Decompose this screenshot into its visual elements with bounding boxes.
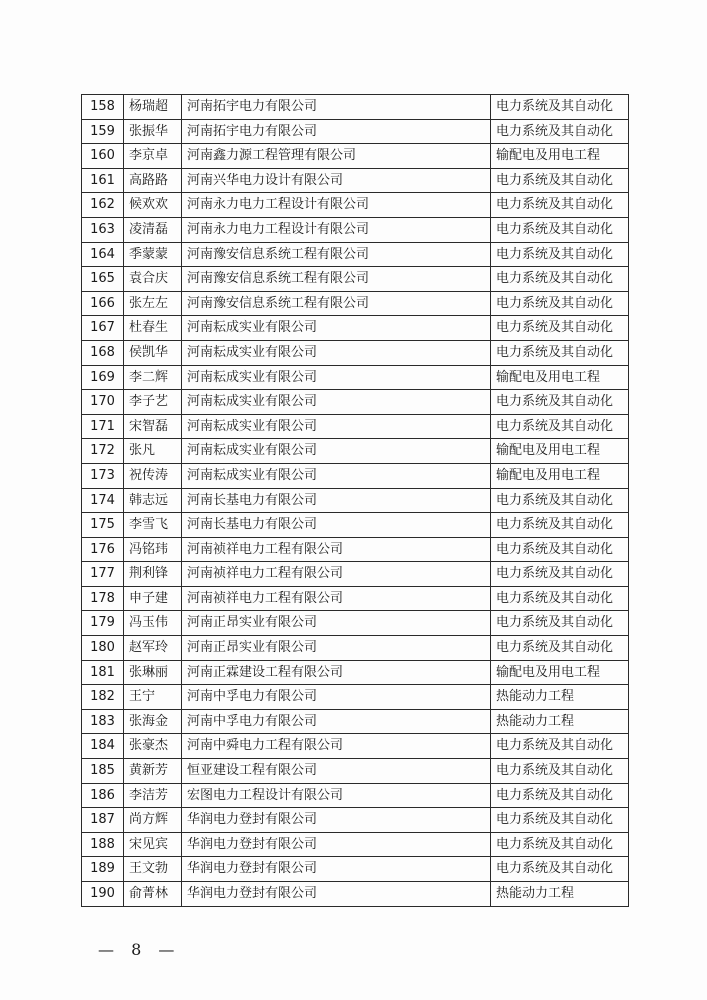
specialty-cell: 电力系统及其自动化	[491, 488, 629, 513]
row-number-cell: 184	[82, 734, 124, 759]
table-row	[82, 267, 629, 292]
table-row	[82, 759, 629, 784]
table-row	[82, 242, 629, 267]
organization-cell: 河南祯祥电力工程有限公司	[182, 586, 491, 611]
specialty-cell: 电力系统及其自动化	[491, 217, 629, 242]
person-name-cell: 李京卓	[124, 144, 182, 169]
table-row	[82, 734, 629, 759]
organization-cell: 河南祯祥电力工程有限公司	[182, 537, 491, 562]
specialty-cell: 输配电及用电工程	[491, 463, 629, 488]
table-row	[82, 513, 629, 538]
table-row	[82, 340, 629, 365]
specialty-cell: 输配电及用电工程	[491, 365, 629, 390]
person-name-cell: 冯玉伟	[124, 611, 182, 636]
row-number-cell: 190	[82, 882, 124, 907]
table-row	[82, 193, 629, 218]
specialty-cell: 电力系统及其自动化	[491, 562, 629, 587]
person-name-cell: 李洁芳	[124, 783, 182, 808]
personnel-table	[81, 94, 629, 907]
organization-cell: 华润电力登封有限公司	[182, 857, 491, 882]
table-row	[82, 119, 629, 144]
row-number-cell: 172	[82, 439, 124, 464]
row-number-cell: 175	[82, 513, 124, 538]
specialty-cell: 电力系统及其自动化	[491, 267, 629, 292]
specialty-cell: 电力系统及其自动化	[491, 857, 629, 882]
person-name-cell: 张振华	[124, 119, 182, 144]
row-number-cell: 162	[82, 193, 124, 218]
row-number-cell: 180	[82, 636, 124, 661]
person-name-cell: 张左左	[124, 291, 182, 316]
table-row	[82, 562, 629, 587]
row-number-cell: 159	[82, 119, 124, 144]
organization-cell: 河南耘成实业有限公司	[182, 316, 491, 341]
table-row	[82, 537, 629, 562]
organization-cell: 河南豫安信息系统工程有限公司	[182, 267, 491, 292]
person-name-cell: 宋智磊	[124, 414, 182, 439]
row-number-cell: 177	[82, 562, 124, 587]
specialty-cell: 电力系统及其自动化	[491, 242, 629, 267]
organization-cell: 河南永力电力工程设计有限公司	[182, 193, 491, 218]
organization-cell: 河南豫安信息系统工程有限公司	[182, 242, 491, 267]
table-row	[82, 611, 629, 636]
table-row	[82, 390, 629, 415]
row-number-cell: 181	[82, 660, 124, 685]
organization-cell: 河南耘成实业有限公司	[182, 390, 491, 415]
specialty-cell: 电力系统及其自动化	[491, 586, 629, 611]
row-number-cell: 171	[82, 414, 124, 439]
specialty-cell: 电力系统及其自动化	[491, 340, 629, 365]
table-row	[82, 463, 629, 488]
specialty-cell: 输配电及用电工程	[491, 144, 629, 169]
person-name-cell: 季蒙蒙	[124, 242, 182, 267]
row-number-cell: 182	[82, 685, 124, 710]
row-number-cell: 167	[82, 316, 124, 341]
specialty-cell: 电力系统及其自动化	[491, 513, 629, 538]
organization-cell: 河南祯祥电力工程有限公司	[182, 562, 491, 587]
table-row	[82, 882, 629, 907]
specialty-cell: 电力系统及其自动化	[491, 832, 629, 857]
organization-cell: 恒亚建设工程有限公司	[182, 759, 491, 784]
specialty-cell: 电力系统及其自动化	[491, 414, 629, 439]
page-number: — 8 —	[98, 940, 181, 959]
table-row	[82, 291, 629, 316]
person-name-cell: 尚方辉	[124, 808, 182, 833]
person-name-cell: 王文勃	[124, 857, 182, 882]
specialty-cell: 输配电及用电工程	[491, 439, 629, 464]
row-number-cell: 185	[82, 759, 124, 784]
person-name-cell: 张琳丽	[124, 660, 182, 685]
person-name-cell: 韩志远	[124, 488, 182, 513]
organization-cell: 河南耘成实业有限公司	[182, 439, 491, 464]
table-row	[82, 488, 629, 513]
person-name-cell: 侯凯华	[124, 340, 182, 365]
table-row	[82, 365, 629, 390]
specialty-cell: 热能动力工程	[491, 882, 629, 907]
person-name-cell: 杜春生	[124, 316, 182, 341]
table-row	[82, 144, 629, 169]
table-row	[82, 685, 629, 710]
specialty-cell: 热能动力工程	[491, 709, 629, 734]
organization-cell: 河南耘成实业有限公司	[182, 340, 491, 365]
row-number-cell: 174	[82, 488, 124, 513]
organization-cell: 河南中孚电力有限公司	[182, 709, 491, 734]
table-row	[82, 832, 629, 857]
row-number-cell: 173	[82, 463, 124, 488]
organization-cell: 河南耘成实业有限公司	[182, 414, 491, 439]
row-number-cell: 160	[82, 144, 124, 169]
table-row	[82, 660, 629, 685]
organization-cell: 华润电力登封有限公司	[182, 882, 491, 907]
row-number-cell: 168	[82, 340, 124, 365]
person-name-cell: 候欢欢	[124, 193, 182, 218]
organization-cell: 河南长基电力有限公司	[182, 513, 491, 538]
person-name-cell: 宋见宾	[124, 832, 182, 857]
table-row	[82, 857, 629, 882]
table-row	[82, 439, 629, 464]
person-name-cell: 冯铭玮	[124, 537, 182, 562]
person-name-cell: 俞菁林	[124, 882, 182, 907]
specialty-cell: 电力系统及其自动化	[491, 636, 629, 661]
person-name-cell: 凌清磊	[124, 217, 182, 242]
row-number-cell: 189	[82, 857, 124, 882]
organization-cell: 河南豫安信息系统工程有限公司	[182, 291, 491, 316]
row-number-cell: 170	[82, 390, 124, 415]
organization-cell: 河南耘成实业有限公司	[182, 365, 491, 390]
organization-cell: 河南鑫力源工程管理有限公司	[182, 144, 491, 169]
row-number-cell: 178	[82, 586, 124, 611]
organization-cell: 河南中孚电力有限公司	[182, 685, 491, 710]
organization-cell: 河南正昂实业有限公司	[182, 611, 491, 636]
person-name-cell: 荆利锋	[124, 562, 182, 587]
row-number-cell: 186	[82, 783, 124, 808]
specialty-cell: 电力系统及其自动化	[491, 783, 629, 808]
personnel-table-body	[82, 95, 629, 907]
organization-cell: 宏图电力工程设计有限公司	[182, 783, 491, 808]
table-row	[82, 414, 629, 439]
row-number-cell: 158	[82, 95, 124, 120]
organization-cell: 河南正昂实业有限公司	[182, 636, 491, 661]
row-number-cell: 166	[82, 291, 124, 316]
organization-cell: 河南永力电力工程设计有限公司	[182, 217, 491, 242]
organization-cell: 河南拓宇电力有限公司	[182, 95, 491, 120]
person-name-cell: 李二辉	[124, 365, 182, 390]
organization-cell: 河南中舜电力工程有限公司	[182, 734, 491, 759]
table-row	[82, 586, 629, 611]
table-row	[82, 709, 629, 734]
person-name-cell: 赵军玲	[124, 636, 182, 661]
organization-cell: 河南拓宇电力有限公司	[182, 119, 491, 144]
row-number-cell: 161	[82, 168, 124, 193]
specialty-cell: 电力系统及其自动化	[491, 119, 629, 144]
specialty-cell: 电力系统及其自动化	[491, 168, 629, 193]
row-number-cell: 164	[82, 242, 124, 267]
specialty-cell: 输配电及用电工程	[491, 660, 629, 685]
specialty-cell: 电力系统及其自动化	[491, 193, 629, 218]
organization-cell: 河南耘成实业有限公司	[182, 463, 491, 488]
row-number-cell: 163	[82, 217, 124, 242]
organization-cell: 河南长基电力有限公司	[182, 488, 491, 513]
table-row	[82, 316, 629, 341]
person-name-cell: 李子艺	[124, 390, 182, 415]
person-name-cell: 张海金	[124, 709, 182, 734]
person-name-cell: 高路路	[124, 168, 182, 193]
table-row	[82, 95, 629, 120]
specialty-cell: 电力系统及其自动化	[491, 734, 629, 759]
row-number-cell: 183	[82, 709, 124, 734]
table-row	[82, 783, 629, 808]
person-name-cell: 袁合庆	[124, 267, 182, 292]
person-name-cell: 祝传涛	[124, 463, 182, 488]
table-row	[82, 808, 629, 833]
row-number-cell: 176	[82, 537, 124, 562]
row-number-cell: 188	[82, 832, 124, 857]
organization-cell: 河南兴华电力设计有限公司	[182, 168, 491, 193]
organization-cell: 河南正霖建设工程有限公司	[182, 660, 491, 685]
person-name-cell: 王宁	[124, 685, 182, 710]
specialty-cell: 电力系统及其自动化	[491, 537, 629, 562]
person-name-cell: 张豪杰	[124, 734, 182, 759]
specialty-cell: 电力系统及其自动化	[491, 95, 629, 120]
table-row	[82, 168, 629, 193]
specialty-cell: 电力系统及其自动化	[491, 291, 629, 316]
person-name-cell: 张凡	[124, 439, 182, 464]
person-name-cell: 杨瑞超	[124, 95, 182, 120]
specialty-cell: 电力系统及其自动化	[491, 316, 629, 341]
specialty-cell: 电力系统及其自动化	[491, 808, 629, 833]
table-row	[82, 636, 629, 661]
person-name-cell: 李雪飞	[124, 513, 182, 538]
person-name-cell: 申子建	[124, 586, 182, 611]
specialty-cell: 电力系统及其自动化	[491, 759, 629, 784]
specialty-cell: 电力系统及其自动化	[491, 390, 629, 415]
specialty-cell: 热能动力工程	[491, 685, 629, 710]
organization-cell: 华润电力登封有限公司	[182, 832, 491, 857]
row-number-cell: 179	[82, 611, 124, 636]
specialty-cell: 电力系统及其自动化	[491, 611, 629, 636]
row-number-cell: 187	[82, 808, 124, 833]
row-number-cell: 169	[82, 365, 124, 390]
organization-cell: 华润电力登封有限公司	[182, 808, 491, 833]
person-name-cell: 黄新芳	[124, 759, 182, 784]
row-number-cell: 165	[82, 267, 124, 292]
table-row	[82, 217, 629, 242]
